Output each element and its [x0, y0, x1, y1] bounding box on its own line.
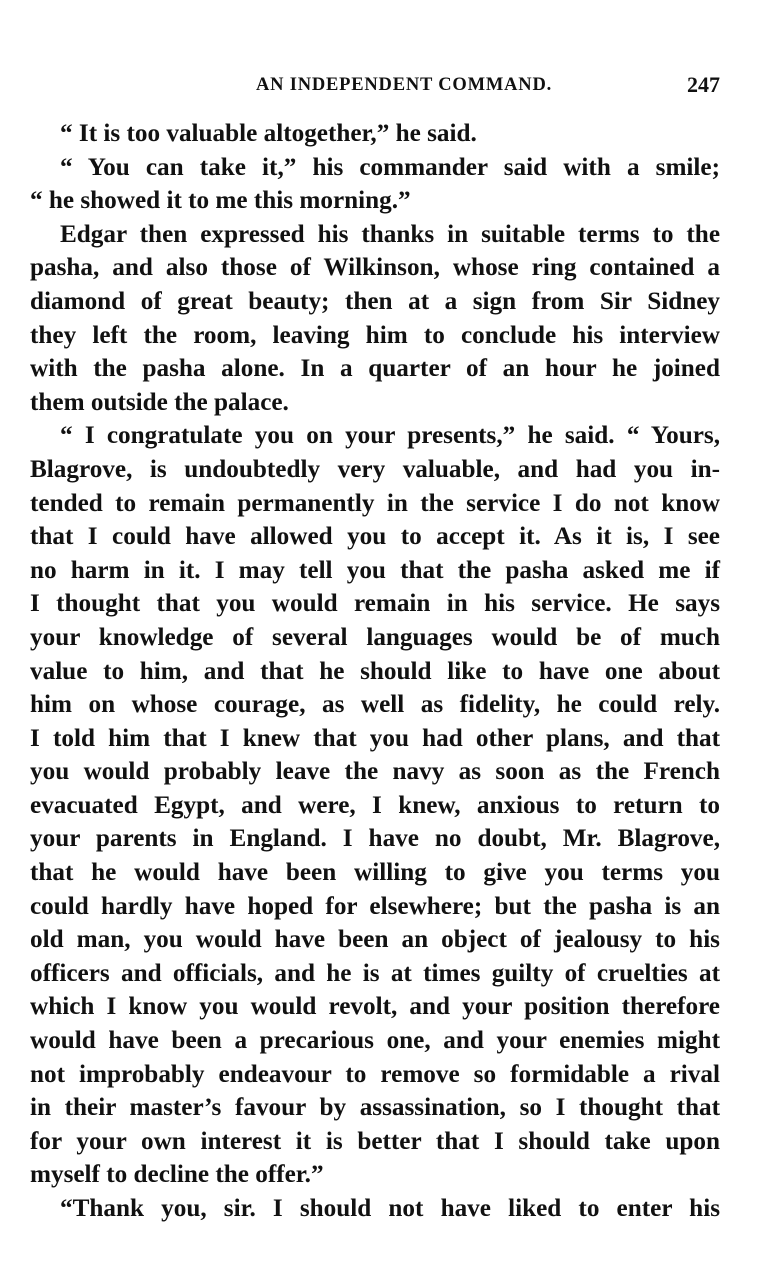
text-line: officers and officials, and he is at times guilty of cruelties at: [30, 959, 720, 987]
text-line: no harm in it. I may tell you that the pasha asked me if: [30, 556, 720, 584]
body-text: [30, 117, 720, 1226]
text-line: they left the room, leaving him to conclude his interview: [30, 321, 720, 349]
text-line: myself to decline the offer.”: [30, 1161, 324, 1189]
text-line: I told him that I knew that you had other plans, and that: [30, 724, 720, 752]
text-line: value to him, and that he should like to have one about: [30, 657, 720, 685]
text-line: for your own interest it is better that I should take upon: [30, 1127, 720, 1155]
running-head: [30, 70, 720, 100]
text-line: not improbably endeavour to remove so formidable a rival: [30, 1060, 720, 1088]
text-line: diamond of great beauty; then at a sign from Sir Sidney: [30, 287, 720, 315]
text-line: them outside the palace.: [30, 388, 289, 416]
text-line: your parents in England. I have no doubt, Mr. Blagrove,: [30, 825, 720, 853]
text-line: in their master’s favour by assassination, so I thought that: [30, 1094, 720, 1122]
text-line: old man, you would have been an object of jealousy to his: [30, 926, 720, 954]
text-line: “ I congratulate you on your presents,” he said. “ Yours,: [60, 422, 720, 450]
text-line: I thought that you would remain in his service. He says: [30, 590, 720, 618]
text-line: him on whose courage, as well as fidelity, he could rely.: [30, 691, 720, 719]
text-line: Edgar then expressed his thanks in suitable terms to the: [60, 220, 720, 248]
text-line: you would probably leave the navy as soon as the French: [30, 758, 720, 786]
running-title: AN INDEPENDENT COMMAND.: [255, 75, 553, 95]
text-line: Blagrove, is undoubtedly very valuable, and had you in-: [30, 455, 720, 483]
text-line: which I know you would revolt, and your position therefore: [30, 993, 720, 1021]
text-line: that he would have been willing to give you terms you: [30, 859, 720, 887]
text-line: with the pasha alone. In a quarter of an hour he joined: [30, 355, 720, 383]
text-line: could hardly have hoped for elsewhere; but the pasha is an: [30, 892, 720, 920]
text-line: tended to remain permanently in the service I do not know: [30, 489, 720, 517]
text-line: would have been a precarious one, and your enemies might: [30, 1027, 720, 1055]
text-line: that I could have allowed you to accept it. As it is, I see: [30, 523, 720, 551]
text-line: evacuated Egypt, and were, I knew, anxious to return to: [30, 791, 720, 819]
text-line: pasha, and also those of Wilkinson, whose ring contained a: [30, 254, 720, 282]
text-line: “ he showed it to me this morning.”: [30, 187, 411, 215]
text-line: “ You can take it,” his commander said with a smile;: [60, 153, 720, 181]
page-number: 247: [687, 72, 720, 97]
text-line: “Thank you, sir. I should not have liked to enter his: [60, 1195, 720, 1222]
text-line: “ It is too valuable altogether,” he said.: [60, 120, 477, 147]
text-line: your knowledge of several languages would be of much: [30, 623, 720, 651]
